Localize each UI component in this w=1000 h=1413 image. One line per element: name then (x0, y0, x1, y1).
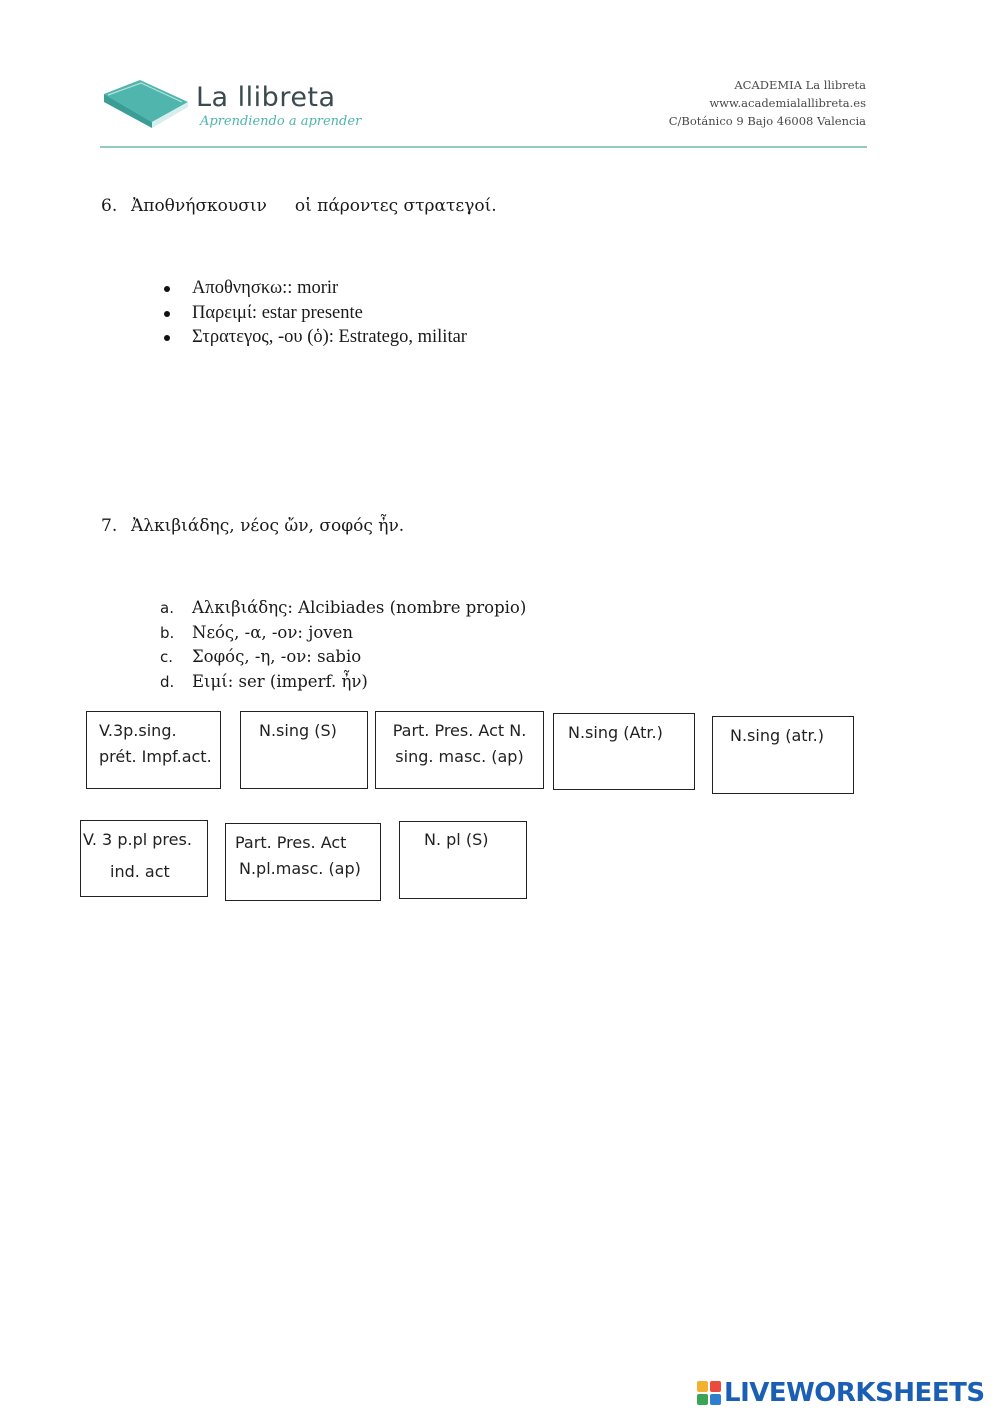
brand-tagline: Aprendiendo a aprender (200, 114, 362, 129)
answer-box[interactable] (399, 821, 527, 899)
exercise-7-vocab-list (160, 596, 526, 694)
vocab-item (160, 621, 526, 646)
answer-box[interactable] (86, 711, 221, 789)
vocab-item (164, 301, 467, 326)
vocab-text: Αποθνησκω:: morir (192, 278, 339, 298)
vocab-letter: d. (160, 672, 175, 691)
answer-box-line: sing. masc. (ap) (395, 747, 524, 766)
liveworksheets-logo-icon (697, 1381, 721, 1405)
vocab-text: Αλκιβιάδης: Alcibiades (nombre propio) (192, 598, 527, 617)
vocab-text: Σοφός, -η, -ον: sabio (192, 647, 362, 666)
liveworksheets-logo (697, 1378, 985, 1408)
academy-website: www.academialallibreta.es (709, 96, 866, 110)
answer-box[interactable] (553, 713, 695, 790)
vocab-text: Παρειμί: estar presente (192, 302, 363, 323)
vocab-item (160, 670, 526, 695)
exercise-6-sentence-part1: Ἀποθνήσκουσιν (131, 196, 267, 216)
academy-contact (669, 76, 866, 130)
exercise-6-vocab-list (164, 276, 467, 350)
vocab-item (164, 276, 467, 301)
answer-box[interactable] (80, 820, 208, 897)
exercise-7-sentence: Ἀλκιβιάδης, νέος ὤν, σοφός ἦν. (131, 516, 405, 536)
exercise-6-sentence-part2: οἱ πάροντες στρατεγοί. (294, 196, 497, 216)
exercise-7-number: 7. (101, 516, 118, 536)
vocab-text: Νεός, -α, -ον: joven (192, 622, 353, 642)
vocab-text: Ειμί: ser (imperf. ἦν) (192, 671, 368, 691)
book-logo-icon (100, 74, 192, 130)
vocab-item (160, 596, 526, 621)
vocab-item (160, 645, 526, 670)
exercise-6-heading (101, 196, 497, 216)
answer-box-line: V. 3 p.pl pres. (83, 830, 192, 849)
answer-box[interactable] (375, 711, 544, 789)
answer-box[interactable] (712, 716, 854, 794)
answer-box[interactable] (240, 711, 368, 789)
vocab-item (164, 325, 467, 350)
brand-title: La llibreta (196, 82, 336, 113)
answer-box-line: N. pl (S) (424, 830, 489, 849)
answer-box[interactable] (225, 823, 381, 901)
answer-box-line: Part. Pres. Act N. (392, 721, 527, 740)
header-divider (100, 146, 867, 148)
academy-name: ACADEMIA La llibreta (734, 78, 866, 92)
answer-box-line: ind. act (110, 862, 170, 881)
exercise-6-number: 6. (101, 196, 118, 216)
answer-box-line: Part. Pres. Act (235, 833, 347, 852)
vocab-letter: a. (160, 599, 174, 617)
bullet-icon (164, 286, 170, 292)
answer-box-line: V.3p.sing. (99, 721, 177, 740)
answer-box-line: prét. Impf.act. (99, 747, 212, 766)
liveworksheets-wordmark: LIVEWORKSHEETS (724, 1378, 985, 1408)
bullet-icon (164, 311, 170, 317)
vocab-letter: b. (160, 623, 175, 642)
answer-box-line: N.pl.masc. (ap) (239, 859, 361, 878)
academy-address: C/Botánico 9 Bajo 46008 Valencia (668, 114, 866, 128)
answer-box-line: N.sing (S) (259, 721, 337, 740)
exercise-7-heading (101, 516, 404, 536)
bullet-icon (164, 335, 170, 341)
answer-box-line: N.sing (atr.) (730, 726, 824, 745)
vocab-text: Στρατεγος, -ου (ὁ): Estratego, militar (192, 327, 467, 347)
vocab-letter: c. (160, 648, 174, 666)
answer-box-line: N.sing (Atr.) (568, 723, 663, 742)
